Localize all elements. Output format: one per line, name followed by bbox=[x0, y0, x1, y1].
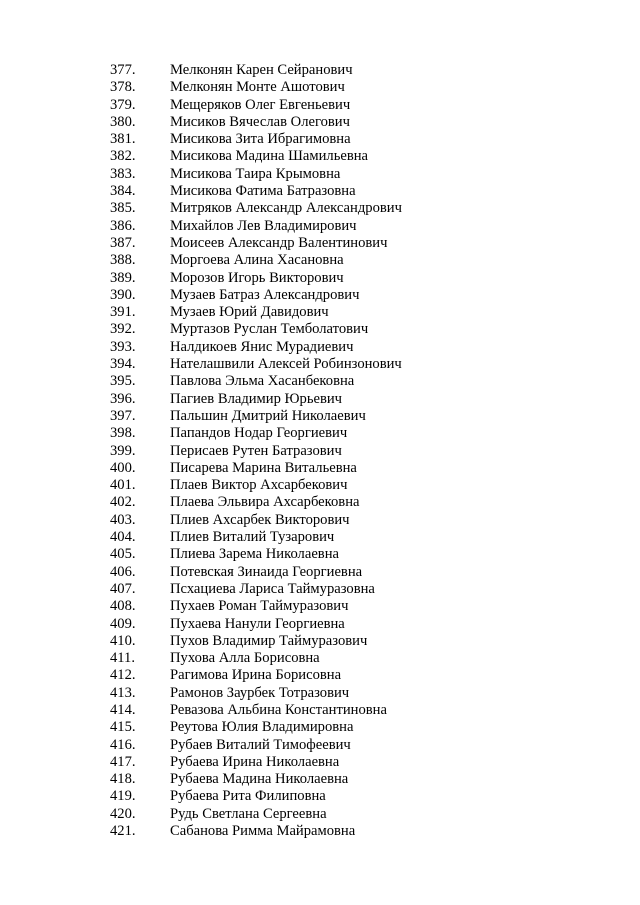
person-name: Мещеряков Олег Евгеньевич bbox=[170, 96, 351, 113]
list-item bbox=[110, 114, 610, 131]
item-number: 390. bbox=[110, 286, 136, 303]
item-number: 392. bbox=[110, 321, 136, 338]
list-item bbox=[110, 443, 610, 460]
list-item bbox=[110, 425, 610, 442]
item-number: 383. bbox=[110, 165, 136, 182]
item-number: 400. bbox=[110, 459, 136, 476]
person-name: Папандов Нодар Георгиевич bbox=[170, 425, 348, 442]
person-name: Перисаев Рутен Батразович bbox=[170, 442, 342, 459]
person-name: Псхациева Лариса Таймуразовна bbox=[170, 580, 375, 597]
list-item bbox=[110, 823, 610, 840]
item-number: 414. bbox=[110, 701, 136, 718]
list-item bbox=[110, 754, 610, 771]
list-item bbox=[110, 512, 610, 529]
person-name: Пухова Алла Борисовна bbox=[170, 650, 320, 667]
person-name: Потевская Зинаида Георгиевна bbox=[170, 563, 363, 580]
list-item bbox=[110, 460, 610, 477]
list-item bbox=[110, 788, 610, 805]
person-name: Мисикова Таира Крымовна bbox=[170, 165, 341, 182]
list-item bbox=[110, 391, 610, 408]
item-number: 377. bbox=[110, 62, 136, 78]
item-number: 419. bbox=[110, 788, 136, 805]
person-name: Мелконян Карен Сейранович bbox=[170, 62, 353, 78]
person-name: Мисикова Фатима Батразовна bbox=[170, 183, 356, 200]
item-number: 403. bbox=[110, 511, 136, 528]
person-name: Пальшин Дмитрий Николаевич bbox=[170, 407, 366, 424]
list-item bbox=[110, 373, 610, 390]
list-item bbox=[110, 650, 610, 667]
item-number: 378. bbox=[110, 79, 136, 96]
item-number: 409. bbox=[110, 615, 136, 632]
person-name: Мисикова Мадина Шамильевна bbox=[170, 148, 369, 165]
item-number: 402. bbox=[110, 494, 136, 511]
list-item bbox=[110, 183, 610, 200]
item-number: 417. bbox=[110, 753, 136, 770]
item-number: 384. bbox=[110, 183, 136, 200]
person-name: Мелконян Монте Ашотович bbox=[170, 79, 345, 96]
list-item bbox=[110, 200, 610, 217]
person-name: Пагиев Владимир Юрьевич bbox=[170, 390, 343, 407]
person-name: Пухов Владимир Таймуразович bbox=[170, 632, 368, 649]
person-name: Ревазова Альбина Константиновна bbox=[170, 701, 387, 718]
person-name: Рагимова Ирина Борисовна bbox=[170, 667, 342, 684]
person-name: Писарева Марина Витальевна bbox=[170, 459, 357, 476]
list-item bbox=[110, 685, 610, 702]
list-item bbox=[110, 148, 610, 165]
person-name: Моисеев Александр Валентинович bbox=[170, 234, 388, 251]
list-item bbox=[110, 97, 610, 114]
list-item bbox=[110, 719, 610, 736]
item-number: 398. bbox=[110, 425, 136, 442]
list-item bbox=[110, 598, 610, 615]
list-item bbox=[110, 702, 610, 719]
item-number: 415. bbox=[110, 719, 136, 736]
list-item bbox=[110, 546, 610, 563]
person-name: Плаева Эльвира Ахсарбековна bbox=[170, 494, 360, 511]
person-name: Рамонов Заурбек Тотразович bbox=[170, 684, 350, 701]
item-number: 418. bbox=[110, 771, 136, 788]
item-number: 399. bbox=[110, 442, 136, 459]
list-item bbox=[110, 616, 610, 633]
person-name: Морозов Игорь Викторович bbox=[170, 269, 344, 286]
person-name: Моргоева Алина Хасановна bbox=[170, 252, 344, 269]
list-item bbox=[110, 235, 610, 252]
person-name: Мисикова Зита Ибрагимовна bbox=[170, 131, 351, 148]
list-item bbox=[110, 408, 610, 425]
list-item bbox=[110, 252, 610, 269]
list-item bbox=[110, 62, 610, 79]
person-name: Рубаева Рита Филиповна bbox=[170, 788, 326, 805]
item-number: 421. bbox=[110, 823, 136, 840]
item-number: 381. bbox=[110, 131, 136, 148]
list-item bbox=[110, 633, 610, 650]
person-name: Плаев Виктор Ахсарбекович bbox=[170, 477, 348, 494]
list-item bbox=[110, 79, 610, 96]
person-name: Плиев Ахсарбек Викторович bbox=[170, 511, 350, 528]
list-item bbox=[110, 339, 610, 356]
item-number: 416. bbox=[110, 736, 136, 753]
item-number: 420. bbox=[110, 805, 136, 822]
list-item bbox=[110, 287, 610, 304]
person-name: Муртазов Руслан Темболатович bbox=[170, 321, 369, 338]
item-number: 394. bbox=[110, 356, 136, 373]
person-name: Нателашвили Алексей Робинзонович bbox=[170, 356, 402, 373]
list-item bbox=[110, 321, 610, 338]
list-item bbox=[110, 806, 610, 823]
person-name: Рудь Светлана Сергеевна bbox=[170, 805, 327, 822]
person-name: Михайлов Лев Владимирович bbox=[170, 217, 357, 234]
person-name: Налдикоев Янис Мурадиевич bbox=[170, 338, 354, 355]
person-name: Пухаева Нанули Георгиевна bbox=[170, 615, 345, 632]
person-name: Плиев Виталий Тузарович bbox=[170, 529, 335, 546]
item-number: 391. bbox=[110, 304, 136, 321]
item-number: 379. bbox=[110, 96, 136, 113]
item-number: 387. bbox=[110, 234, 136, 251]
list-item bbox=[110, 131, 610, 148]
list-item bbox=[110, 581, 610, 598]
item-number: 389. bbox=[110, 269, 136, 286]
item-number: 395. bbox=[110, 373, 136, 390]
person-name: Мисиков Вячеслав Олегович bbox=[170, 113, 350, 130]
item-number: 386. bbox=[110, 217, 136, 234]
person-name: Музаев Юрий Давидович bbox=[170, 304, 329, 321]
item-number: 382. bbox=[110, 148, 136, 165]
item-number: 412. bbox=[110, 667, 136, 684]
person-name: Сабанова Римма Майрамовна bbox=[170, 823, 356, 840]
list-item bbox=[110, 356, 610, 373]
item-number: 411. bbox=[110, 650, 135, 667]
list-item bbox=[110, 166, 610, 183]
person-name: Плиева Зарема Николаевна bbox=[170, 546, 339, 563]
list-item bbox=[110, 737, 610, 754]
item-number: 385. bbox=[110, 200, 136, 217]
item-number: 388. bbox=[110, 252, 136, 269]
item-number: 405. bbox=[110, 546, 136, 563]
list-item bbox=[110, 477, 610, 494]
item-number: 401. bbox=[110, 477, 136, 494]
item-number: 406. bbox=[110, 563, 136, 580]
list-item bbox=[110, 270, 610, 287]
person-name: Рубаев Виталий Тимофеевич bbox=[170, 736, 351, 753]
item-number: 393. bbox=[110, 338, 136, 355]
item-number: 407. bbox=[110, 580, 136, 597]
list-item bbox=[110, 667, 610, 684]
item-number: 396. bbox=[110, 390, 136, 407]
item-number: 408. bbox=[110, 598, 136, 615]
person-name: Павлова Эльма Хасанбековна bbox=[170, 373, 355, 390]
list-item bbox=[110, 771, 610, 788]
item-number: 410. bbox=[110, 632, 136, 649]
person-name: Рубаева Мадина Николаевна bbox=[170, 771, 349, 788]
list-item bbox=[110, 564, 610, 581]
person-name: Реутова Юлия Владимировна bbox=[170, 719, 354, 736]
list-item bbox=[110, 304, 610, 321]
person-name: Митряков Александр Александрович bbox=[170, 200, 402, 217]
person-name: Рубаева Ирина Николаевна bbox=[170, 753, 340, 770]
list-item bbox=[110, 494, 610, 511]
item-number: 397. bbox=[110, 407, 136, 424]
item-number: 404. bbox=[110, 529, 136, 546]
list-item bbox=[110, 218, 610, 235]
list-item bbox=[110, 529, 610, 546]
person-name: Пухаев Роман Таймуразович bbox=[170, 598, 349, 615]
numbered-name-list bbox=[110, 62, 610, 840]
item-number: 380. bbox=[110, 113, 136, 130]
item-number: 413. bbox=[110, 684, 136, 701]
person-name: Музаев Батраз Александрович bbox=[170, 286, 360, 303]
